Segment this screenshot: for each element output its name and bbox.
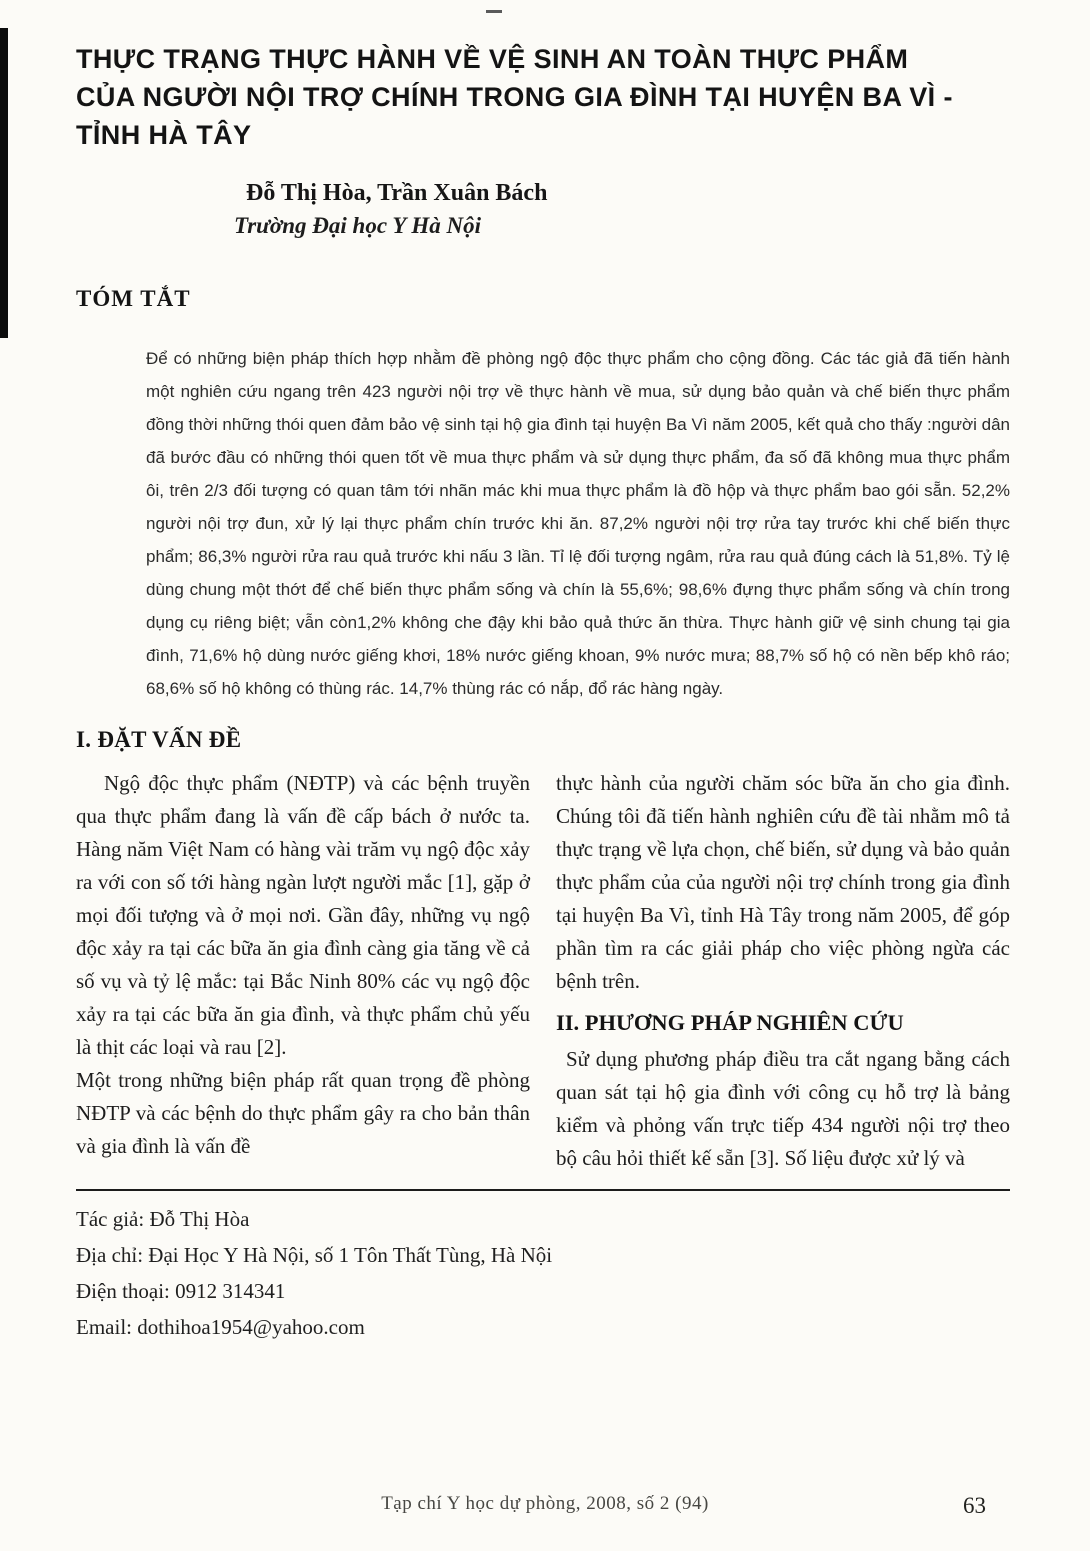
page-number: 63 — [963, 1493, 986, 1518]
paragraph-right-1: thực hành của người chăm sóc bữa ăn cho gia đình. Chúng tôi đã tiến hành nghiên cứu đề tài nhằm mô tả thực trạng về lựa chọn, chế biến, sử dụng và bảo quản thực phẩm của của người nội trợ chính trong gia đình tại huyện Ba Vì, tỉnh Hà Tây trong năm 2005, để góp phần tìm ra các giải pháp cho việc phòng ngừa các bệnh trên. — [556, 771, 1010, 993]
footer-phone-line: Điện thoại: 0912 314341 — [76, 1279, 286, 1303]
footer-author-line: Tác giả: Đỗ Thị Hòa — [76, 1207, 250, 1231]
affiliation: Trường Đại học Y Hà Nội — [234, 213, 481, 238]
section-1-heading: I. ĐẶT VẤN ĐỀ — [76, 727, 242, 752]
body-column-right — [556, 767, 1010, 1175]
page-content — [76, 40, 1010, 1345]
footer-divider — [76, 1189, 1010, 1191]
contact-block — [76, 1201, 1010, 1345]
paragraph-left-2: Một trong những biện pháp rất quan trọng đề phòng NĐTP và các bệnh do thực phẩm gây ra cho bản thân và gia đình là vấn đề — [76, 1068, 530, 1158]
two-column-body — [76, 767, 1010, 1175]
scan-artifact-top-dash — [486, 10, 502, 13]
byline — [234, 176, 1010, 242]
body-column-left — [76, 767, 530, 1175]
paragraph-right-2: Sử dụng phương pháp điều tra cắt ngang bằng cách quan sát tại hộ gia đình với công cụ hỗ trợ là bảng kiểm và phỏng vấn trực tiếp 434 người nội trợ theo bộ câu hỏi thiết kế sẵn [3]. Số liệu được xử lý và — [556, 1047, 1010, 1170]
footer-email-line: Email: dothihoa1954@yahoo.com — [76, 1315, 365, 1339]
abstract-text: Để có những biện pháp thích hợp nhằm đề phòng ngộ độc thực phẩm cho cộng đồng. Các tác giả đã tiến hành một nghiên cứu ngang trên 423 người nội trợ về thực hành về mua, sử dụng bảo quản và chế biến thực phẩm đồng thời những thói quen đảm bảo vệ sinh tại hộ gia đình tại huyện Ba Vì năm 2005, kết quả cho thấy :người dân đã bước đầu có những thói quen tốt về mua thực phẩm và sử dụng thực phẩm, đa số đã không mua thực phẩm ôi, trên 2/3 đối tượng có quan tâm tới nhãn mác khi mua thực phẩm là đồ hộp và thực phẩm bao gói sẵn. 52,2% người nội trợ đun, xử lý lại thực phẩm chín trước khi ăn. 87,2% người nội trợ rửa tay trước khi chế biến thực phẩm; 86,3% người rửa rau quả trước khi nấu 3 lần. Tỉ lệ đối tượng ngâm, rửa rau quả đúng cách là 51,8%. Tỷ lệ dùng chung một thớt để chế biến thực phẩm sống và chín là 55,6%; 98,6% đựng thực phẩm sống và chín trong dụng cụ riêng biệt; vẫn còn1,2% không che đậy khi bảo quả thức ăn thừa. Thực hành giữ vệ sinh chung tại gia đình, 71,6% hộ dùng nước giếng khơi, 18% nước giếng khoan, 9% nước mưa; 88,7% số hộ có nền bếp khô ráo; 68,6% số hộ không có thùng rác. 14,7% thùng rác có nắp, đổ rác hàng ngày. — [146, 349, 1010, 698]
authors: Đỗ Thị Hòa, Trần Xuân Bách — [246, 180, 548, 206]
paper-title-line-3: TỈNH HÀ TÂY — [76, 120, 252, 150]
paper-title-line-1: THỰC TRẠNG THỰC HÀNH VỀ VỆ SINH AN TOÀN THỰC PHẨM — [76, 44, 909, 74]
paragraph-left-1: Ngộ độc thực phẩm (NĐTP) và các bệnh truyền qua thực phẩm đang là vấn đề cấp bách ở nước ta. Hàng năm Việt Nam có hàng vài trăm vụ ngộ độc xảy ra với con số tới hàng ngàn lượt người mắc [1], gặp ở mọi đối tượng và ở mọi nơi. Gần đây, những vụ ngộ độc xảy ra tại các bữa ăn gia đình càng gia tăng về cả số vụ và tỷ lệ mắc: tại Bắc Ninh 80% các vụ ngộ độc xảy ra tại các bữa ăn gia đình, và thực phẩm chủ yếu là thịt các loại và rau [2]. — [76, 771, 530, 1059]
journal-footer: Tạp chí Y học dự phòng, 2008, số 2 (94) — [381, 1493, 709, 1514]
footer-address-line: Địa chỉ: Đại Học Y Hà Nội, số 1 Tôn Thất Tùng, Hà Nội — [76, 1243, 553, 1267]
scan-artifact-left-bar — [0, 28, 8, 338]
paper-title-line-2: CỦA NGƯỜI NỘI TRỢ CHÍNH TRONG GIA ĐÌNH TẠI HUYỆN BA VÌ - — [76, 82, 953, 112]
abstract-heading: TÓM TẮT — [76, 286, 191, 311]
section-2-heading: II. PHƯƠNG PHÁP NGHIÊN CỨU — [556, 1010, 904, 1035]
paper-title — [76, 40, 1010, 154]
